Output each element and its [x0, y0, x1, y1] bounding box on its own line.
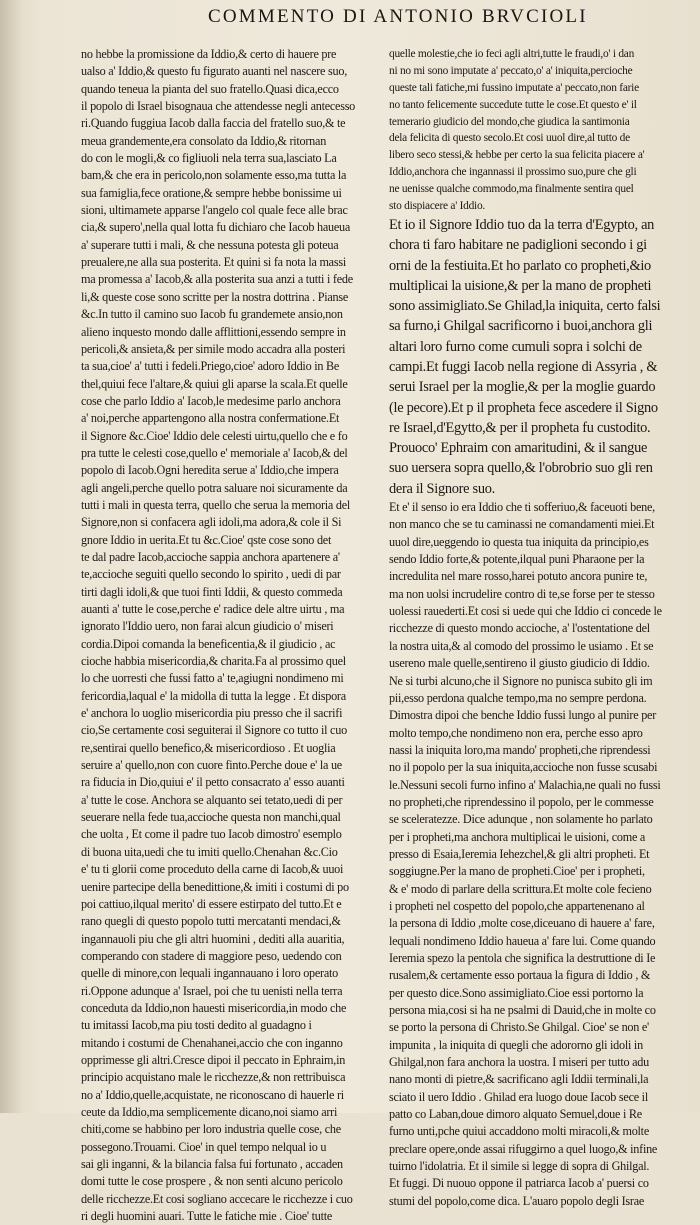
- text-line: ignorato l'Iddio uero, non farai alcun giudicio o' miseri: [81, 619, 334, 634]
- text-line: Ieremia spezo la pentola che significa la destruttione di Ie: [389, 951, 656, 965]
- text-line: domi tutte le cose prospere , & non senti alcuno pericolo: [81, 1174, 343, 1189]
- text-line: (le pecore).Et p il propheta fece ascedere il Signo: [389, 399, 658, 416]
- text-line: principio acquistano male le ricchezze,& non rettribuisca: [81, 1070, 346, 1085]
- text-line: incredulita nel mare rosso,harei potuto ancora punire te,: [389, 569, 648, 584]
- text-line: il Signore &c.Cioe' Iddio dele celesti uirtu,quello che e fo: [81, 428, 348, 443]
- text-line: se porto la persona di Christo.Se Ghilgal. Cioe' se non e': [389, 1020, 650, 1035]
- text-line: lo che uorresti che fussi fatto a' te,agiugni nondimeno mi: [81, 671, 344, 686]
- text-line: alieno inquesto mondo dalle afflittioni,essendo sempre in: [81, 324, 346, 339]
- text-line: e' anchora lo uoglio misericordia piu presso che il sacrifi: [81, 706, 343, 721]
- text-line: tutti i mali in questa terra, quello che serua la memoria del: [81, 497, 351, 512]
- text-line: Ne si turbi alcuno,che il Signore no punisca subito gli im: [389, 673, 653, 688]
- text-line: campi.Et fuggi Iacob nella regione di Assyria , &: [389, 358, 658, 375]
- text-line: di buona uita,uedi che tu imiti quello.Chenahan &c.Cio: [81, 844, 338, 859]
- text-line: uenire partecipe della benedittione,& imiti i costumi di po: [81, 879, 349, 894]
- running-header: COMMENTO DI ANTONIO BRVCIOLI: [208, 6, 588, 27]
- text-line: Et fuggi. Di nuouo oppone il patriarca Iacob a' puersi co: [389, 1176, 649, 1191]
- text-line: a' tutte le cose. Anchora se alquanto sei tetato,uedi di per: [81, 792, 343, 807]
- text-line: Prouoco' Ephraim con amaritudini, & il sangue: [389, 440, 648, 457]
- text-line: uolessi rauederti.Et cosi si uede qui che Iddio ci concede le: [389, 604, 662, 619]
- text-line: cose che parlo Iddio a' Iacob,le medesime parlo anchora: [81, 393, 341, 408]
- text-line: la nostra uita,& al comodo del prossimo le usiamo . Et se: [389, 638, 654, 653]
- text-line: rusalem,& certamente esso portaua la figura di Iddio , &: [389, 968, 651, 983]
- text-line: comperando con stadere di maggiore peso, uedendo con: [81, 948, 342, 963]
- text-line: nano monti di pietre,& sacrificano agli Iddii terminali,la: [389, 1072, 649, 1087]
- text-line: do con le mogli,& co figliuoli nela terra sua,lasciato La: [81, 151, 337, 166]
- scripture-verse: [389, 215, 697, 499]
- text-line: chiti,come se habbino per loro industria quelle cose, che: [81, 1122, 341, 1137]
- text-line: Iddio,anchora che ingannassi il prossimo suo,pure che gli: [389, 166, 637, 179]
- text-line: popolo di Iacob.Ogni heredita serue a' Iddio,che impera: [81, 463, 339, 478]
- text-line: possegono.Trouami. Cioe' in quel tempo nelqual io u: [81, 1139, 327, 1154]
- right-column: [389, 46, 697, 1208]
- text-line: fericordia,laqual e' la midolla di tutta la legge . Et dispora: [81, 688, 346, 703]
- text-line: ta sua,cioe' a' tutti i fedeli.Priego,cioe' adoro Iddio in Be: [81, 359, 340, 374]
- text-line: dera il Signore suo.: [389, 480, 495, 497]
- text-line: il popolo di Israel bisognaua che attendesse negli antecesso: [81, 99, 356, 114]
- text-line: re,sentirai quello benefico,& misericordioso . Et uoglia: [81, 740, 336, 755]
- text-line: multiplicai la uisione,& per la mano de propheti: [389, 277, 652, 294]
- text-line: sua famiglia,fece oratione,& sempre hebbe bonissime ui: [81, 185, 342, 200]
- text-line: presso di Esaia,Ieremia Iehezchel,& gli altri propheti. Et: [389, 846, 650, 861]
- text-line: Ghilgal,non fara anchora la uostra. I miseri per tutto adu: [389, 1055, 649, 1070]
- text-line: sono assimigliato.Se Ghilad,la iniquita, certo falsi: [389, 298, 661, 315]
- text-line: conceduta da Iddio,non hauesti misericordia,in modo che: [81, 1000, 347, 1015]
- text-line: suo uersera sopra quello,& l'obrobrio suo gli ren: [389, 460, 653, 477]
- text-line: quelle molestie,che io feci agli altri,tutte le fraudi,o' i dan: [389, 48, 635, 60]
- text-line: seruire a' quello,non con cuore finto.Perche doue e' la ue: [81, 758, 342, 773]
- text-line: a' noi,perche appartengono alla nostra confermatione.Et: [81, 411, 340, 426]
- text-line: pra tutte le celesti cose,quello e' memoriale a' Iacob,& del: [81, 445, 348, 460]
- text-line: Et io il Signore Iddio tuo da la terra d'Egypto, an: [389, 216, 655, 233]
- text-line: patto co Laban,doue dimoro alquato Semuel,doue i Re: [389, 1107, 642, 1122]
- text-line: quelle di minore,con lequali ingannauano i loro operato: [81, 966, 338, 981]
- text-line: per questo dice.Sono assimigliato.Cioe essi portorno la: [389, 985, 644, 1000]
- text-line: rano quegli di questo popolo tutti mercatanti mendaci,&: [81, 914, 341, 929]
- text-line: no tanto felicemente succedute tutte le cose.Et questo e' il: [389, 98, 637, 111]
- text-line: no il popolo per la sua iniquita,accioche non fusse scusabi: [389, 760, 658, 775]
- text-line: thel,quiui fece l'altare,& quiui gli aparse la scala.Et quelle: [81, 376, 348, 391]
- text-line: mitando i costumi de Chenahanei,accio che con inganno: [81, 1035, 343, 1050]
- text-line: soggiugne.Per la mano de propheti.Cioe' per i propheti,: [389, 864, 645, 879]
- text-line: ricchezze di questo mondo accioche, a' l'ostentatione del: [389, 621, 650, 636]
- text-line: nassi la iniquita loro,ma mando' propheti,che riprendessi: [389, 742, 651, 757]
- text-line: non manco che se tu caminassi ne comandamenti miei.Et: [389, 517, 655, 532]
- text-line: gnore Iddio in uerita.Et tu &c.Cioe' qste cose sono det: [81, 532, 332, 547]
- text-line: sai gli inganni, & la bilancia falsa fui fortunato , accaden: [81, 1157, 343, 1171]
- text-line: delle ricchezze.Et cosi sogliano accecare le ricchezze i cuo: [81, 1191, 353, 1206]
- text-line: stumi del popolo,come dica. L'auaro popolo degli Israe: [389, 1193, 645, 1208]
- text-line: bam,& che era in pericolo,non solamente esso,ma tutta la: [81, 168, 347, 183]
- text-line: ceute da Iddio,ma semplicemente dicano,noi siamo arri: [81, 1104, 338, 1119]
- text-line: libero seco stessi,& hebbe per certo la sua felicita piacere a': [389, 149, 645, 162]
- text-line: agli angeli,perche quello potra saluare noi sicuramente da: [81, 480, 348, 495]
- text-line: cordia.Dipoi comanda la beneficentia,& il giudicio , ac: [81, 636, 336, 651]
- text-line: ri.Oppone adunque a' Israel, poi che tu uenisti nella terra: [81, 983, 343, 998]
- text-line: serui Israel per la moglie,& per la moglie guardo: [389, 379, 656, 396]
- text-line: Et e' il senso io era Iddio che ti sofferiuo,& faceuoti bene,: [389, 500, 655, 515]
- text-line: cio,Se certamente cosi seguiterai il Signore co tutto il cuo: [81, 723, 347, 738]
- text-line: &c.In tutto il camino suo Iacob fu grandemete ansio,non: [81, 307, 343, 322]
- text-line: ma promessa a' Iacob,& alla posterita sua anzi a tutti i fede: [81, 272, 353, 287]
- text-line: ra fiducia in Dio,quiui e' il petto consacrato a' esso auanti: [81, 775, 345, 790]
- text-line: te dal padre Iacob,accioche sappia anchora apartenere a': [81, 549, 340, 564]
- text-line: ma non uolsi incrudelire contro di te,se forse per te stesso: [389, 586, 655, 601]
- text-line: tuirno l'idolatria. Et il simile si legge di sopra di Ghilgal.: [389, 1159, 650, 1174]
- text-line: tirti dagli idoli,& que tuoi finti Iddii, & questo commeda: [81, 584, 343, 599]
- text-line: temerario giudicio del mondo,che giudica la santimonia: [389, 115, 630, 128]
- text-line: lequali nondimeno Iddio haueua a' fare lui. Come quando: [389, 933, 656, 948]
- text-line: re Israel,d'Egytto,& per il propheta fu custodito.: [389, 419, 651, 436]
- text-line: chora ti faro habitare ne padiglioni secondo i gi: [389, 237, 647, 254]
- text-line: a' superare tutti i mali, & che nessuna potesta gli poteua: [81, 237, 339, 252]
- text-line: pii,esso perdona qualche tempo,ma no sempre perdona.: [389, 690, 647, 705]
- binding-shadow: [0, 0, 22, 1113]
- text-line: e' tu ti glorii come proceduto della carne di Iacob,& uuoi: [81, 862, 344, 877]
- text-line: opprimesse gli altri.Cresce dipoi il peccato in Ephraim,in: [81, 1052, 346, 1067]
- text-line: impunita , la iniquita di quegli che adororno gli idoli in: [389, 1037, 643, 1052]
- text-line: ualso a' Iddio,& questo fu figurato auanti nel nascere suo,: [81, 64, 347, 79]
- text-line: sa furno,i Ghilgal sacrificorno i buoi,anchora gli: [389, 318, 653, 335]
- text-line: sendo Iddio forte,& potente,ilqual puni Pharaone per la: [389, 552, 645, 567]
- text-line: queste tali fatiche,mi fussino imputate a' peccato,non farie: [389, 81, 639, 94]
- text-line: no hebbe la promissione da Iddio,& certo di hauere pre: [81, 47, 337, 61]
- text-line: preualere,ne alla sua posterita. Et quini si fa nota la massi: [81, 255, 346, 270]
- text-line: sciato il uero Iddio . Ghilad era luogo doue Iacob sece il: [389, 1089, 648, 1104]
- text-line: che uolta , Et come il padre tuo Iacob dimostro' esemplo: [81, 827, 342, 842]
- text-line: & e' modo di parlare della scrittura.Et molte cole fecieno: [389, 881, 652, 896]
- text-line: ingannauoli piu che gli altri huomini , dediti alla auaritia,: [81, 931, 345, 946]
- text-line: ri degli huomini auari. Tutte le fatiche mie . Cioe' tutte: [81, 1209, 333, 1224]
- text-line: meua grandemente,era consolato da Iddio,& ritornan: [81, 133, 327, 148]
- text-line: per i propheti,ma anchora multiplicai le uisioni, come a: [389, 829, 646, 844]
- text-line: persona mia,cosi si ha ne psalmi di Dauid,che in molte co: [389, 1003, 656, 1018]
- text-line: cioche habbia misericordia,& charita.Fa al prossimo quel: [81, 654, 346, 669]
- text-line: Signore,non si confacera agli idoli,ma adora,& cole il Si: [81, 515, 342, 530]
- text-line: furno unti,pche quiui accaddono molti miracoli,& molte: [389, 1124, 649, 1139]
- text-line: ne uenisse qualche commodo,ma finalmente sentira quel: [389, 183, 634, 196]
- text-line: le.Nessuni secoli furno infino a' Malachia,ne quali no fussi: [389, 777, 661, 792]
- commentary-continuation: [389, 46, 697, 215]
- text-line: sto dispiacere a' Iddio.: [389, 200, 486, 213]
- text-line: cia,& supero',nella qual lotta fu dichiaro che Iacob haueua: [81, 220, 350, 235]
- text-line: poi cattiuo,ilqual merito' di essere estirpato del tutto.Et e: [81, 896, 342, 911]
- left-column: [81, 46, 381, 1224]
- text-line: te,accioche seguiti quello secondo lo spirito , uedi di par: [81, 567, 341, 582]
- text-line: preclare opere,onde assai rifuggirno a quel luogo,& infine: [389, 1141, 658, 1156]
- text-line: orni de la festiuita.Et ho parlato co propheti,&io: [389, 257, 651, 274]
- text-line: tu imitassi Iacob,ma piu tosti dedito al guadagno i: [81, 1018, 312, 1033]
- commentary-text: [389, 499, 697, 1210]
- text-line: altari loro furno come cumuli sopra i solchi de: [389, 338, 642, 355]
- text-line: quando teneua la pianta del suo fratello.Quasi dica,ecco: [81, 81, 339, 96]
- text-line: ni no mi sono imputate a' peccato,o' a' iniquita,percioche: [389, 64, 633, 77]
- text-line: li,& queste cose sono scritte per la nostra dottrina . Pianse: [81, 289, 349, 304]
- text-line: Dimostra dipoi che benche Iddio fussi lungo al punire per: [389, 708, 657, 723]
- text-line: sioni, ultimamete apparse l'angelo col quale fece alle brac: [81, 203, 348, 218]
- text-line: no a' Iddio,quelle,acquistate, ne riconoscano di hauerle ri: [81, 1087, 344, 1102]
- text-line: se sceleratezze. Dice adunque , non solamente ho parlato: [389, 812, 653, 827]
- text-line: seuerare nella fede tua,accioche questa non manchi,qual: [81, 810, 341, 825]
- text-line: pericoli,& ansieta,& per simile modo accadra alla posteri: [81, 341, 346, 356]
- text-line: uuol dire,ueggendo io questa tua iniquita da principio,es: [389, 534, 649, 549]
- text-line: i propheti nel cospetto del popolo,che appartenenano al: [389, 898, 645, 913]
- text-line: la persona di Iddio ,molte cose,diceuano di hauere a' fare,: [389, 916, 655, 931]
- text-line: usereno male quelle,sentireno il giusto giudicio di Iddio.: [389, 656, 650, 671]
- text-line: no propheti,che riprendessino il popolo, per le commesse: [389, 794, 654, 809]
- text-line: ri.Quando fuggiua Iacob dalla faccia del fratello suo,& te: [81, 116, 346, 131]
- text-line: molto tempo,che nondimeno non era, perche esso apro: [389, 725, 643, 740]
- text-line: auanti a' tutte le cose,perche e' radice dele altre uirtu , ma: [81, 602, 345, 616]
- text-line: dela felicita di questo secolo.Et cosi uuol dire,al tutto de: [389, 132, 630, 145]
